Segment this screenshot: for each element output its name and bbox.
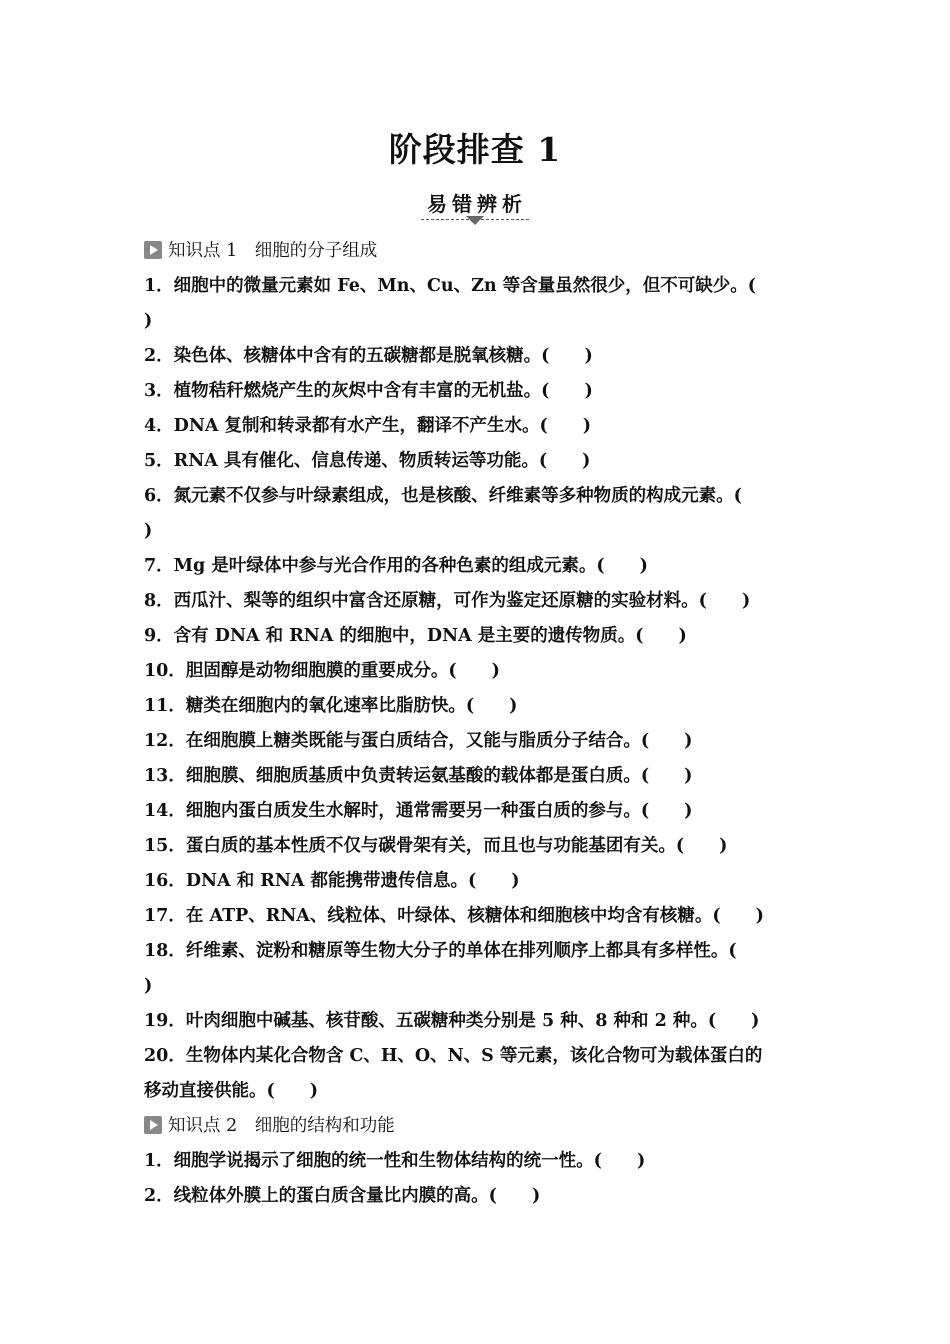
question-line: 14．细胞内蛋白质发生水解时，通常需要另一种蛋白质的参与。( ) — [144, 801, 693, 821]
play-icon — [144, 241, 162, 259]
question-line: 20．生物体内某化合物含 C、H、O、N、S 等元素，该化合物可为载体蛋白的 — [144, 1046, 763, 1066]
question-line: 16．DNA 和 RNA 都能携带遗传信息。( ) — [144, 871, 520, 891]
question-line: 1．细胞学说揭示了细胞的统一性和生物体结构的统一性。( ) — [144, 1151, 646, 1171]
question-line: ) — [144, 976, 153, 996]
question-line: ) — [144, 521, 153, 541]
question-line: 4．DNA 复制和转录都有水产生，翻译不产生水。( ) — [144, 416, 592, 436]
question-line: 移动直接供能。( ) — [144, 1081, 319, 1101]
section-subtitle — [0, 188, 950, 220]
question-line: 12．在细胞膜上糖类既能与蛋白质结合，又能与脂质分子结合。( ) — [144, 731, 693, 751]
question-line: 2．线粒体外膜上的蛋白质含量比内膜的高。( ) — [144, 1186, 541, 1206]
question-line: 1．细胞中的微量元素如 Fe、Mn、Cu、Zn 等含量虽然很少，但不可缺少。( — [144, 276, 756, 296]
question-line: 8．西瓜汁、梨等的组织中富含还原糖，可作为鉴定还原糖的实验材料。( ) — [144, 591, 751, 611]
knowledge-point-heading — [144, 234, 809, 269]
question-line: 5．RNA 具有催化、信息传递、物质转运等功能。( ) — [144, 451, 591, 471]
question-line: 6．氮元素不仅参与叶绿素组成，也是核酸、纤维素等多种物质的构成元素。( — [144, 486, 742, 506]
knowledge-point-title: 知识点 2 细胞的结构和功能 — [168, 1116, 395, 1136]
question-line: 18．纤维素、淀粉和糖原等生物大分子的单体在排列顺序上都具有多样性。( — [144, 941, 737, 961]
question-line: 13．细胞膜、细胞质基质中负责转运氨基酸的载体都是蛋白质。( ) — [144, 766, 693, 786]
question-line: 3．植物秸秆燃烧产生的灰烬中含有丰富的无机盐。( ) — [144, 381, 593, 401]
question-line: 17．在 ATP、RNA、线粒体、叶绿体、核糖体和细胞核中均含有核糖。( ) — [144, 906, 764, 926]
subtitle-text: 易错辨析 — [421, 188, 529, 220]
question-line: 11．糖类在细胞内的氧化速率比脂肪快。( ) — [144, 696, 518, 716]
triangle-down-icon — [466, 216, 484, 225]
play-icon — [144, 1116, 162, 1134]
question-line: 10．胆固醇是动物细胞膜的重要成分。( ) — [144, 661, 500, 681]
question-line: 15．蛋白质的基本性质不仅与碳骨架有关，而且也与功能基团有关。( ) — [144, 836, 728, 856]
question-line: 19．叶肉细胞中碱基、核苷酸、五碳糖种类分别是 5 种、8 种和 2 种。( ) — [144, 1011, 760, 1031]
question-line: ) — [144, 311, 153, 331]
question-line: 7．Mg 是叶绿体中参与光合作用的各种色素的组成元素。( ) — [144, 556, 648, 576]
question-list — [144, 234, 809, 1214]
question-line: 2．染色体、核糖体中含有的五碳糖都是脱氧核糖。( ) — [144, 346, 593, 366]
knowledge-point-title: 知识点 1 细胞的分子组成 — [168, 241, 378, 261]
knowledge-point-heading — [144, 1109, 809, 1144]
page-title: 阶段排查 1 — [388, 130, 562, 169]
question-line: 9．含有 DNA 和 RNA 的细胞中，DNA 是主要的遗传物质。( ) — [144, 626, 687, 646]
